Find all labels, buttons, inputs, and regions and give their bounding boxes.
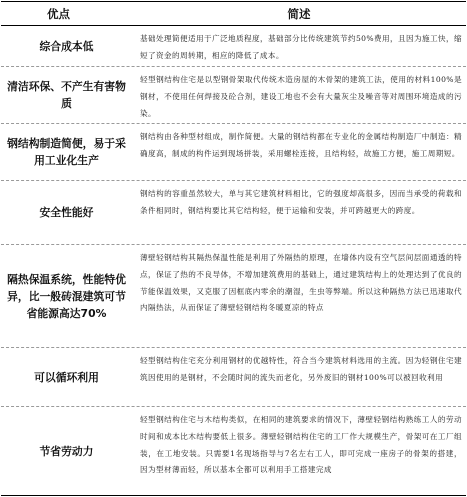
description-text: 轻型钢结构住宅与木结构类似，在相同的建筑要求的情况下，薄壁轻钢结构熟练工人的劳动时间和成本比木结构要低上很多。薄壁轻钢结构住宅的工厂作大规模生产，骨架可在工厂组装，在工地安装。只需要1名现场指导与7名左右工人，即可完成一座房子的骨架的搭建，因为型材薄而轻，所以基本全都可以利用手工搭建完成: [140, 415, 462, 475]
advantages-table: [1, 1, 466, 496]
advantage-cell: 可以循环利用: [34, 370, 99, 384]
description-cell: [132, 181, 466, 244]
advantage-cell: 安全性能好: [39, 206, 94, 219]
table-row: [1, 124, 466, 181]
advantage-cell: 节省劳动力: [39, 444, 94, 458]
description-text: 钢结构由各种型材组成，制作简便。大量的钢结构都在专业化的金属结构制造厂中制造：精确度高，制成的构件运到现场拼装，采用螺栓连接，且结构轻，故施工方便，施工周期短。: [140, 132, 462, 158]
description-text: 轻型钢结构住宅是以型钢骨架取代传统木造房屋的木骨架的建筑工法，使用的材料100%是钢材，不使用任何焊接及砼合剂，建设工地也不会有大量灰尘及噪音等对周围环境造成的污染。: [140, 75, 462, 118]
description-text: 基础处理简便适用于广泛地质程度，基础部分比传统建筑节约50%费用，且因为施工快，缩短了资金的周转期，相应的降低了成本。: [140, 34, 462, 60]
advantage-cell: 隔热保温系统，性能特优异，比一般砖混建筑可节省能源高达70%: [7, 272, 126, 320]
advantage-cell: 清洁环保、不产生有害物质: [7, 80, 126, 110]
table-row: [1, 407, 466, 495]
description-text: 轻型钢结构住宅充分利用钢材的优越特性，符合当今建筑材料选用的主流。因为轻钢住宅建筑因使用的是钢材，不会随时间的流失而老化，另外废旧的钢材100%可以被回收利用: [140, 356, 462, 382]
description-cell: [132, 124, 466, 180]
header-description: 简述: [287, 6, 311, 21]
description-cell: [132, 26, 466, 66]
table-row: [1, 67, 466, 124]
table-row: [1, 348, 466, 407]
description-cell: [132, 348, 466, 406]
description-text: 薄壁轻钢结构其隔热保温性能是利用了外隔热的原理，在墙体内设有空气层间层面通透的特点，保证了热的不良导体，不增加建筑费用的基础上，通过建筑结构上的处理达到了优良的节能保温效果，又克服了因框底内零余的潮湿，生虫等弊端。所以这种隔热方法已迅速取代内隔热法，从而保证了薄壁轻钢结构冬暖夏凉的特点: [140, 253, 462, 313]
advantage-cell: 钢结构制造简便，易于采用工业化生产: [7, 137, 126, 167]
table-header: [1, 2, 466, 26]
description-cell: [132, 67, 466, 123]
description-cell: [132, 245, 466, 347]
table-row: [1, 26, 466, 67]
table-row: [1, 181, 466, 245]
description-text: 钢结构的容重虽然较大，单与其它建筑材料相比，它的强度却高很多，因而当承受的荷载和条件相同时，钢结构要比其它结构轻，便于运输和安装，并可跨越更大的跨度。: [140, 189, 462, 215]
header-advantage: 优点: [47, 6, 70, 21]
advantage-cell: 综合成本低: [39, 39, 94, 53]
table-row: [1, 245, 466, 348]
description-cell: [132, 407, 466, 495]
